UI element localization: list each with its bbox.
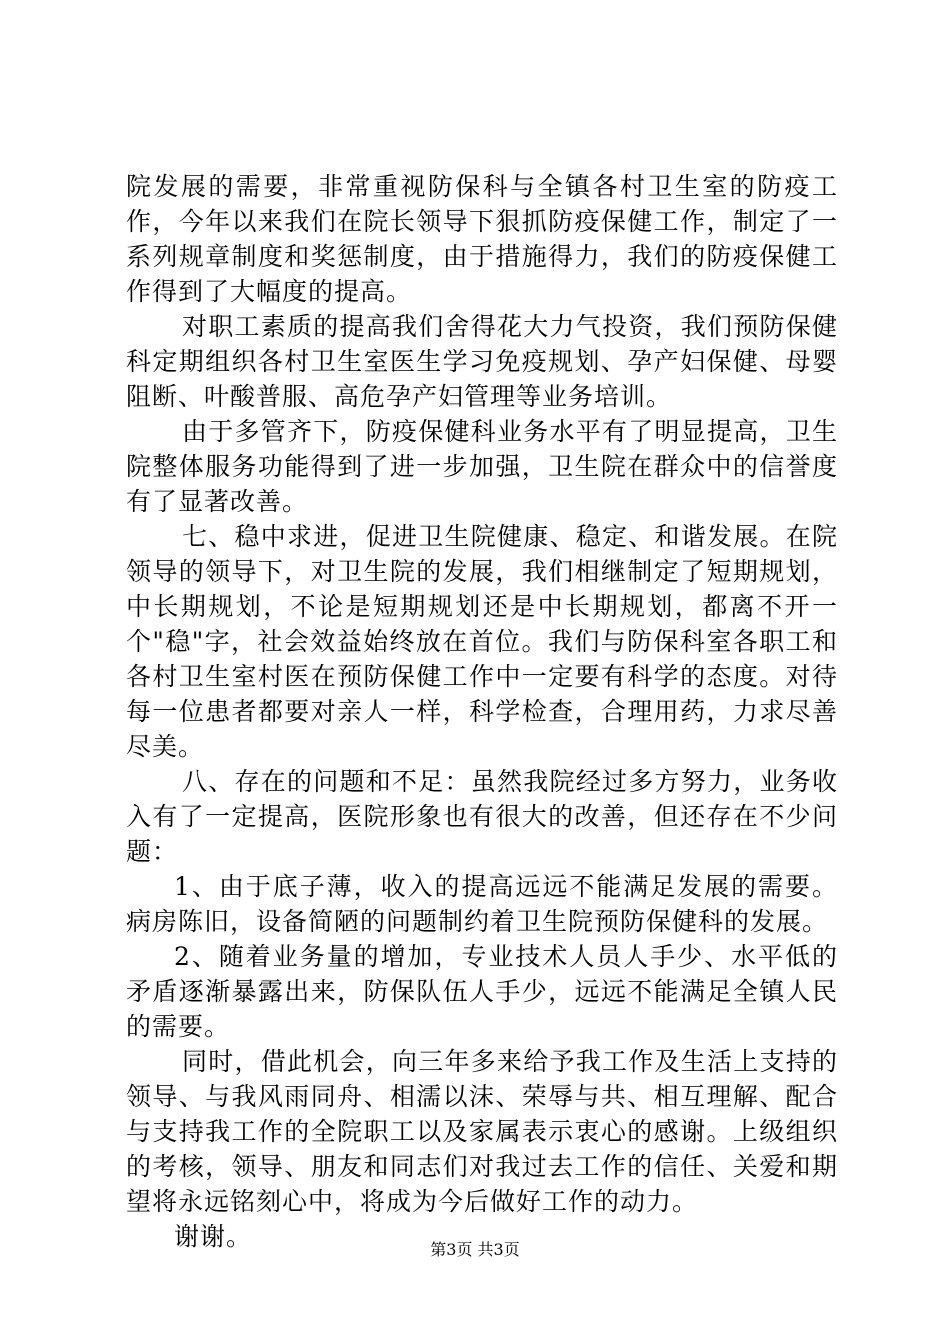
paragraph-section-seven: 七、稳中求进，促进卫生院健康、稳定、和谐发展。在院领导的领导下，对卫生院的发展，我们相继制定了短期规划，中长期规划，不论是短期规划还是中长期规划，都离不开一个"稳"字，社会效益始终放在首位。我们与防保科室各职工和各村卫生室村医在预防保健工作中一定要有科学的态度。对待每一位患者都要对亲人一样，科学检查，合理用药，力求尽善尽美。 bbox=[126, 522, 838, 761]
paragraph-closing: 谢谢。 bbox=[174, 1222, 253, 1251]
paragraph-continuation: 院发展的需要，非常重视防保科与全镇各村卫生室的防疫工作，今年以来我们在院长领导下狠抓防疫保健工作，制定了一系列规章制度和奖惩制度，由于措施得力，我们的防疫保健工作得到了大幅度的提高。 bbox=[126, 172, 838, 306]
paragraph-staff-training: 对职工素质的提高我们舍得花大力气投资，我们预防保健科定期组织各村卫生室医生学习免疫规划、孕产妇保健、母婴阻断、叶酸普服、高危孕产妇管理等业务培训。 bbox=[126, 312, 838, 411]
paragraph-issue-two: 2、随着业务量的增加，专业技术人员人手少、水平低的矛盾逐渐暴露出来，防保队伍人手少，远远不能满足全镇人民的需要。 bbox=[126, 942, 838, 1041]
paragraph-section-eight: 八、存在的问题和不足：虽然我院经过多方努力，业务收入有了一定提高，医院形象也有很大的改善，但还存在不少问题： bbox=[126, 767, 838, 866]
page-number-footer: 第3页 共3页 bbox=[430, 1240, 520, 1259]
paragraph-thanks: 同时，借此机会，向三年多来给予我工作及生活上支持的领导、与我风雨同舟、相濡以沫、荣辱与共、相互理解、配合与支持我工作的全院职工以及家属表示衷心的感谢。上级组织的考核，领导、朋友和同志们对我过去工作的信任、关爱和期望将永远铭刻心中，将成为今后做好工作的动力。 bbox=[126, 1047, 838, 1216]
paragraph-issue-one: 1、由于底子薄，收入的提高远远不能满足发展的需要。病房陈旧，设备简陋的问题制约着卫生院预防保健科的发展。 bbox=[126, 872, 838, 936]
document-body bbox=[126, 169, 838, 1254]
paragraph-improvement: 由于多管齐下，防疫保健科业务水平有了明显提高，卫生院整体服务功能得到了进一步加强，卫生院在群众中的信誉度有了显著改善。 bbox=[126, 417, 838, 516]
